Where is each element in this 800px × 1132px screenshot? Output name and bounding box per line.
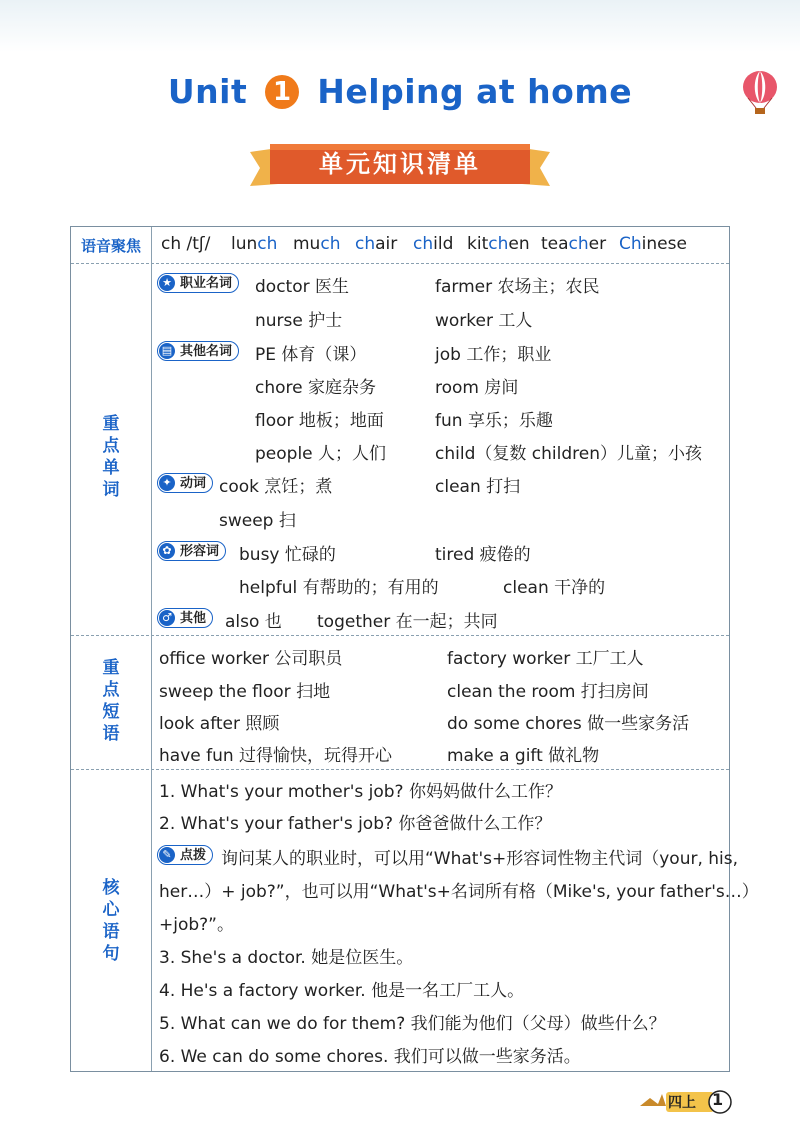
phrase-do-some-chores: do some chores 做一些家务活 bbox=[447, 714, 690, 734]
word-room: room 房间 bbox=[435, 378, 519, 398]
lightbulb-icon: ✎ bbox=[159, 847, 175, 863]
sentence-3: 3. She's a doctor. 她是位医生。 bbox=[159, 948, 414, 968]
sentence-2: 2. What's your father's job? 你爸爸做什么工作？ bbox=[159, 814, 552, 834]
tag-job-nouns: ★ 职业名词 bbox=[157, 273, 239, 293]
top-band bbox=[0, 0, 800, 52]
phonics-word-teacher: teacher bbox=[541, 234, 607, 254]
hot-air-balloon-icon bbox=[740, 70, 780, 116]
tag-tip: ✎ 点拨 bbox=[157, 845, 213, 865]
phonics-label: 语音聚焦 bbox=[80, 237, 141, 255]
tip-line-3: +job?”。 bbox=[159, 915, 234, 935]
phrases-label: 重点短语 bbox=[102, 658, 120, 744]
unit-title bbox=[0, 72, 800, 111]
word-fun: fun 享乐；乐趣 bbox=[435, 411, 553, 431]
word-farmer: farmer 农场主；农民 bbox=[435, 277, 600, 297]
unit-title-prefix: Unit bbox=[167, 72, 248, 111]
phrase-factory-worker: factory worker 工厂工人 bbox=[447, 649, 644, 669]
book-icon: ▤ bbox=[159, 343, 175, 359]
phrase-make-a-gift: make a gift 做礼物 bbox=[447, 746, 600, 766]
word-cook: cook 烹饪；煮 bbox=[219, 477, 333, 497]
phrase-office-worker: office worker 公司职员 bbox=[159, 649, 343, 669]
knowledge-table bbox=[70, 226, 759, 1072]
word-helpful: helpful 有帮助的；有用的 bbox=[239, 578, 439, 598]
word-doctor: doctor 医生 bbox=[255, 277, 349, 297]
star-icon: ★ bbox=[159, 275, 175, 291]
phrase-look-after: look after 照顾 bbox=[159, 714, 280, 734]
phrase-have-fun: have fun 过得愉快，玩得开心 bbox=[159, 746, 393, 766]
tip-line-2: her…）+ job?”，也可以用“What's+名词所有格（Mike's, your father's…） bbox=[159, 882, 759, 902]
phonics-word-kitchen: kitchen bbox=[467, 234, 530, 254]
word-tired: tired 疲倦的 bbox=[435, 545, 531, 565]
bird-icon bbox=[640, 1094, 666, 1106]
phonics-word-child: child bbox=[413, 234, 454, 254]
palette-icon: ✿ bbox=[159, 543, 175, 559]
symbol-icon: ♂ bbox=[159, 610, 175, 626]
sentence-1: 1. What's your mother's job? 你妈妈做什么工作？ bbox=[159, 782, 562, 802]
words-label: 重点单词 bbox=[102, 414, 120, 500]
word-worker: worker 工人 bbox=[435, 311, 533, 331]
word-child: child（复数 children）儿童；小孩 bbox=[435, 444, 702, 464]
sentence-4: 4. He's a factory worker. 他是一名工厂工人。 bbox=[159, 981, 525, 1001]
section-banner-title: 单元知识清单 bbox=[319, 150, 481, 178]
row-divider bbox=[71, 769, 729, 770]
phonics-word-chinese: Chinese bbox=[619, 234, 687, 254]
phonics-word-chair: chair bbox=[355, 234, 398, 254]
page-number: 1 bbox=[712, 1090, 724, 1109]
phrase-clean-the-room: clean the room 打扫房间 bbox=[447, 682, 649, 702]
word-sweep: sweep 扫 bbox=[219, 511, 296, 531]
sentence-6: 6. We can do some chores. 我们可以做一些家务活。 bbox=[159, 1047, 581, 1067]
row-divider bbox=[71, 263, 729, 264]
phonics-word-much: much bbox=[293, 234, 341, 254]
row-divider bbox=[71, 635, 729, 636]
tag-other-nouns: ▤ 其他名词 bbox=[157, 341, 239, 361]
word-clean-adj: clean 干净的 bbox=[503, 578, 606, 598]
running-icon: ✦ bbox=[159, 475, 175, 491]
sentence-5: 5. What can we do for them? 我们能为他们（父母）做些什么？ bbox=[159, 1014, 666, 1034]
unit-title-text: Helping at home bbox=[317, 72, 633, 111]
word-together: together 在一起；共同 bbox=[317, 612, 498, 632]
sentences-label: 核心语句 bbox=[102, 878, 120, 964]
word-clean-verb: clean 打扫 bbox=[435, 477, 521, 497]
phonics-word-lunch: lunch bbox=[231, 234, 278, 254]
word-floor: floor 地板；地面 bbox=[255, 411, 384, 431]
phonics-sound: ch /tʃ/ bbox=[161, 234, 211, 254]
phrase-sweep-the-floor: sweep the floor 扫地 bbox=[159, 682, 331, 702]
tag-adjectives: ✿ 形容词 bbox=[157, 541, 226, 561]
word-also: also 也 bbox=[225, 612, 282, 632]
tag-others: ♂ 其他 bbox=[157, 608, 213, 628]
tag-verbs: ✦ 动词 bbox=[157, 473, 213, 493]
column-divider bbox=[151, 227, 152, 1071]
tip-line-1: 询问某人的职业时，可以用“What's+形容词性物主代词（your, his, bbox=[221, 849, 739, 869]
word-chore: chore 家庭杂务 bbox=[255, 378, 377, 398]
word-people: people 人；人们 bbox=[255, 444, 387, 464]
word-job: job 工作；职业 bbox=[435, 345, 552, 365]
word-busy: busy 忙碌的 bbox=[239, 545, 336, 565]
grade-label: 四上 bbox=[668, 1095, 696, 1111]
unit-number-badge: 1 bbox=[265, 75, 299, 109]
word-pe: PE 体育（课） bbox=[255, 345, 367, 365]
word-nurse: nurse 护士 bbox=[255, 311, 343, 331]
